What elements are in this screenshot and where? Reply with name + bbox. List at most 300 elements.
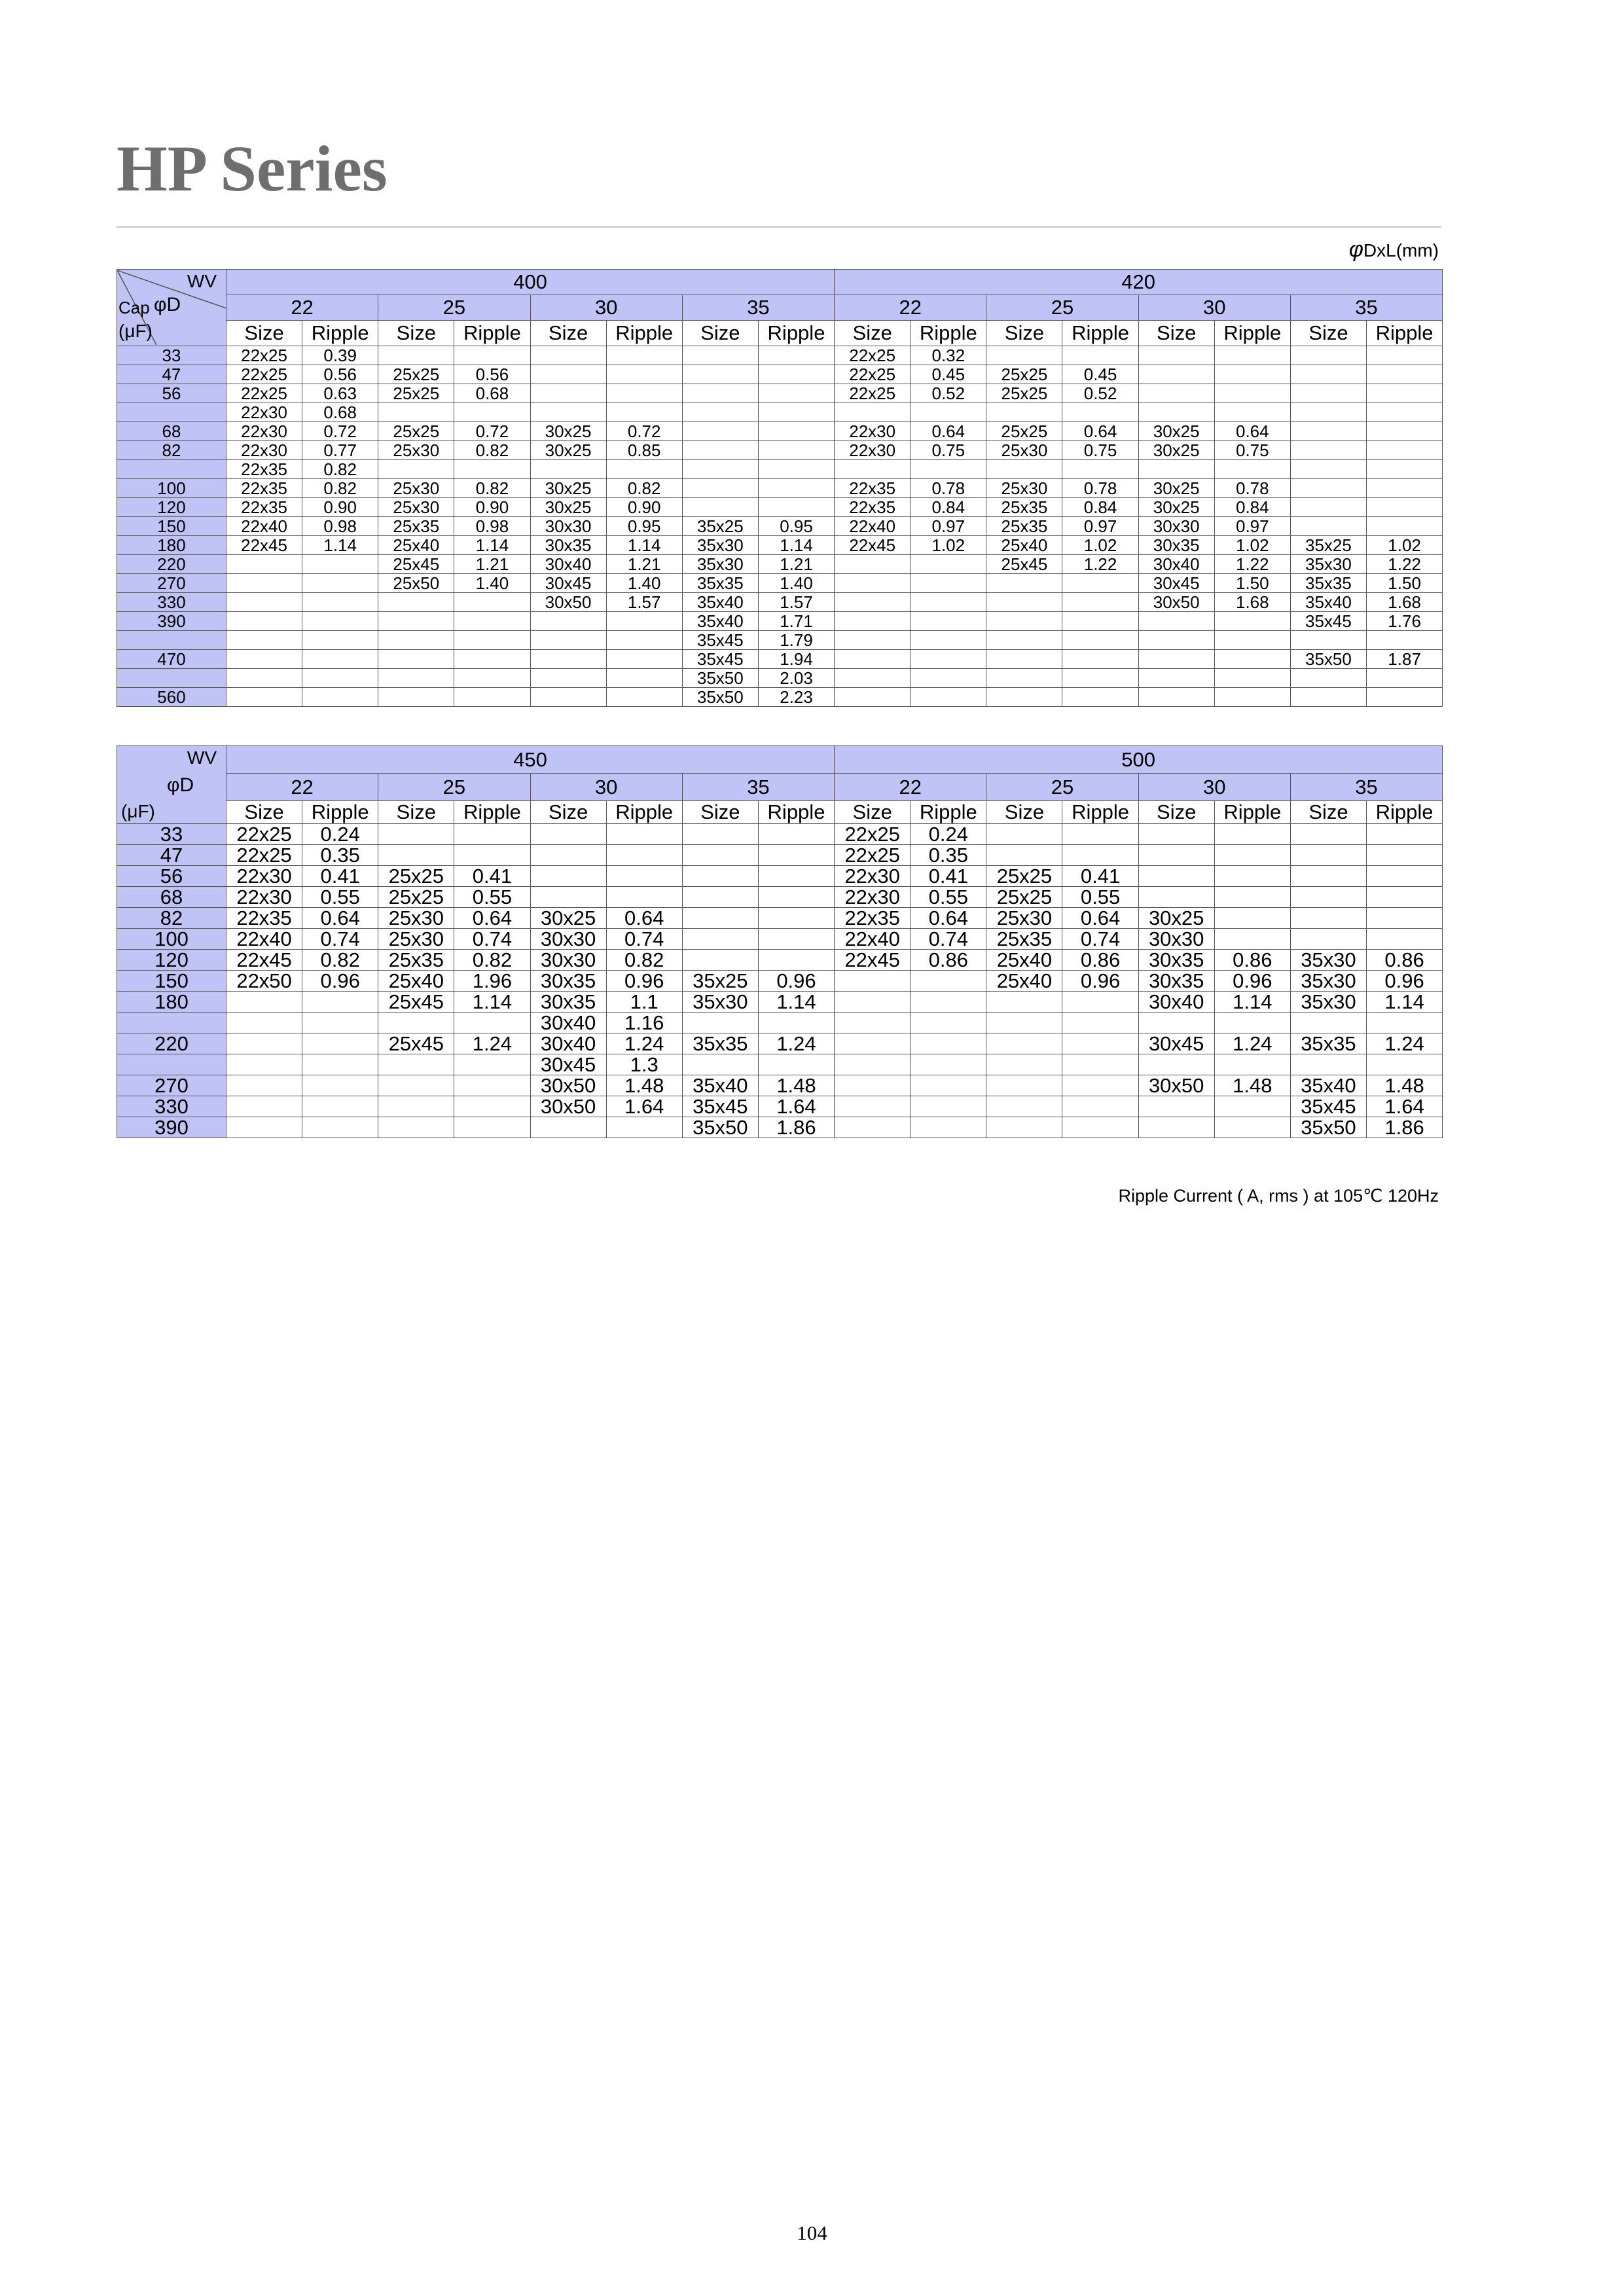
ripple-cell xyxy=(1214,929,1290,950)
table-row xyxy=(117,536,1443,555)
capacitance-cell: 100 xyxy=(117,479,226,498)
ripple-cell xyxy=(911,460,986,479)
ripple-cell: 1.94 xyxy=(758,650,834,669)
ripple-cell xyxy=(758,929,834,950)
ripple-cell: 0.55 xyxy=(911,887,986,908)
size-cell xyxy=(1290,517,1366,536)
size-cell xyxy=(530,403,606,422)
size-cell: 25x25 xyxy=(986,422,1062,441)
ripple-cell xyxy=(302,631,378,650)
table-row xyxy=(117,1117,1443,1138)
ripple-cell xyxy=(1062,1075,1138,1096)
ripple-cell: 1.64 xyxy=(606,1096,682,1117)
table-row xyxy=(117,593,1443,612)
ripple-cell: 0.72 xyxy=(606,422,682,441)
ripple-cell: 0.64 xyxy=(1062,908,1138,929)
voltage-header: 500 xyxy=(835,746,1443,774)
size-cell: 22x50 xyxy=(226,971,302,992)
ripple-cell: 0.72 xyxy=(454,422,530,441)
size-cell xyxy=(1290,498,1366,517)
capacitance-cell: 68 xyxy=(117,887,226,908)
size-cell xyxy=(682,460,758,479)
ripple-cell: 1.21 xyxy=(454,555,530,574)
ripple-cell: 2.23 xyxy=(758,688,834,707)
size-cell: 22x25 xyxy=(835,824,911,845)
capacitance-cell: 270 xyxy=(117,574,226,593)
size-cell: 25x45 xyxy=(378,992,454,1013)
ripple-cell xyxy=(1366,365,1442,384)
ripple-cell xyxy=(606,669,682,688)
size-cell: 35x30 xyxy=(682,992,758,1013)
size-cell xyxy=(835,1075,911,1096)
ripple-cell xyxy=(1062,688,1138,707)
size-header: Size xyxy=(226,321,302,346)
ripple-cell xyxy=(454,824,530,845)
capacitance-cell: 56 xyxy=(117,384,226,403)
size-cell: 30x50 xyxy=(1138,593,1214,612)
ripple-cell xyxy=(454,593,530,612)
size-cell: 30x35 xyxy=(530,971,606,992)
size-cell: 35x35 xyxy=(1290,1033,1366,1054)
size-cell xyxy=(530,612,606,631)
ripple-cell xyxy=(454,650,530,669)
size-cell: 30x25 xyxy=(1138,441,1214,460)
ripple-cell: 0.41 xyxy=(911,866,986,887)
ripple-cell: 1.50 xyxy=(1366,574,1442,593)
size-cell: 35x50 xyxy=(682,1117,758,1138)
ripple-cell: 1.86 xyxy=(758,1117,834,1138)
table-row xyxy=(117,517,1443,536)
ripple-cell: 0.41 xyxy=(1062,866,1138,887)
ripple-cell: 1.02 xyxy=(1062,536,1138,555)
page-title: HP Series xyxy=(117,132,388,205)
size-cell: 22x25 xyxy=(226,845,302,866)
size-cell xyxy=(835,688,911,707)
ripple-cell xyxy=(606,688,682,707)
size-cell xyxy=(226,1096,302,1117)
size-cell xyxy=(986,1054,1062,1075)
size-cell: 30x45 xyxy=(530,574,606,593)
size-cell xyxy=(378,1075,454,1096)
ripple-cell: 1.22 xyxy=(1214,555,1290,574)
size-cell: 25x30 xyxy=(378,479,454,498)
size-header: Size xyxy=(378,801,454,824)
size-cell xyxy=(1138,460,1214,479)
size-cell: 35x30 xyxy=(1290,950,1366,971)
wv-label: WV xyxy=(187,747,217,768)
size-cell: 30x50 xyxy=(530,1096,606,1117)
size-cell xyxy=(1138,365,1214,384)
size-cell xyxy=(986,1013,1062,1033)
ripple-cell: 0.68 xyxy=(302,403,378,422)
title-divider xyxy=(117,226,1441,228)
capacitance-cell: 270 xyxy=(117,1075,226,1096)
table-row xyxy=(117,555,1443,574)
size-cell xyxy=(1138,845,1214,866)
size-ripple-header-row xyxy=(117,321,1443,346)
diameter-header: 22 xyxy=(226,295,378,321)
ripple-cell: 0.86 xyxy=(1062,950,1138,971)
voltage-header: 450 xyxy=(226,746,835,774)
ripple-header: Ripple xyxy=(454,321,530,346)
size-cell xyxy=(1138,887,1214,908)
size-cell xyxy=(378,688,454,707)
table-row xyxy=(117,1075,1443,1096)
size-cell: 30x25 xyxy=(530,441,606,460)
size-cell: 22x35 xyxy=(835,498,911,517)
table-row xyxy=(117,403,1443,422)
ripple-cell xyxy=(1214,384,1290,403)
table-row xyxy=(117,346,1443,365)
ripple-cell xyxy=(758,1013,834,1033)
ripple-header: Ripple xyxy=(1366,801,1442,824)
ripple-cell: 1.22 xyxy=(1366,555,1442,574)
ripple-cell: 0.64 xyxy=(911,908,986,929)
ripple-cell: 0.52 xyxy=(1062,384,1138,403)
ripple-cell: 1.24 xyxy=(606,1033,682,1054)
size-cell xyxy=(530,460,606,479)
size-cell xyxy=(682,908,758,929)
diameter-header: 22 xyxy=(226,774,378,801)
size-cell: 30x40 xyxy=(1138,992,1214,1013)
size-cell: 35x25 xyxy=(1290,536,1366,555)
size-cell: 35x45 xyxy=(682,1096,758,1117)
ripple-cell xyxy=(302,1075,378,1096)
size-cell: 22x30 xyxy=(226,403,302,422)
table-row xyxy=(117,650,1443,669)
size-cell: 25x35 xyxy=(378,517,454,536)
wv-label: WV xyxy=(187,271,217,291)
size-cell: 22x25 xyxy=(226,346,302,365)
ripple-cell xyxy=(911,1117,986,1138)
ripple-cell xyxy=(758,498,834,517)
size-cell: 22x30 xyxy=(835,422,911,441)
ripple-cell: 0.74 xyxy=(606,929,682,950)
ripple-cell: 1.14 xyxy=(302,536,378,555)
capacitance-cell: 470 xyxy=(117,650,226,669)
ripple-cell: 1.76 xyxy=(1366,612,1442,631)
ripple-cell xyxy=(758,845,834,866)
size-cell xyxy=(226,593,302,612)
size-cell: 22x25 xyxy=(835,346,911,365)
ripple-cell xyxy=(1214,887,1290,908)
size-cell: 25x25 xyxy=(378,384,454,403)
ripple-cell xyxy=(1214,1117,1290,1138)
ripple-header: Ripple xyxy=(758,321,834,346)
ripple-cell: 0.82 xyxy=(302,479,378,498)
ripple-cell xyxy=(911,631,986,650)
size-cell: 30x40 xyxy=(530,1033,606,1054)
ripple-cell: 0.97 xyxy=(1214,517,1290,536)
size-cell xyxy=(378,403,454,422)
corner-cell xyxy=(117,270,226,346)
phi-d-label: φD xyxy=(167,774,194,796)
size-cell: 25x40 xyxy=(986,950,1062,971)
ripple-cell xyxy=(758,422,834,441)
size-ripple-header-row xyxy=(117,801,1443,824)
capacitance-cell: 220 xyxy=(117,1033,226,1054)
size-cell xyxy=(530,824,606,845)
capacitance-cell: 82 xyxy=(117,441,226,460)
diameter-header-row xyxy=(117,295,1443,321)
ripple-cell: 0.74 xyxy=(1062,929,1138,950)
ripple-cell: 0.32 xyxy=(911,346,986,365)
ripple-cell xyxy=(302,688,378,707)
ripple-cell xyxy=(758,887,834,908)
ripple-cell xyxy=(1366,1013,1442,1033)
size-cell xyxy=(226,555,302,574)
ripple-cell: 0.35 xyxy=(302,845,378,866)
ripple-cell xyxy=(1214,612,1290,631)
diameter-header: 35 xyxy=(682,295,834,321)
ripple-header: Ripple xyxy=(758,801,834,824)
size-cell: 35x25 xyxy=(682,971,758,992)
ripple-cell xyxy=(606,845,682,866)
ripple-cell: 0.98 xyxy=(302,517,378,536)
size-cell: 25x35 xyxy=(986,929,1062,950)
size-cell xyxy=(835,1033,911,1054)
ripple-cell xyxy=(454,403,530,422)
size-cell: 22x25 xyxy=(226,824,302,845)
ripple-cell: 1.24 xyxy=(758,1033,834,1054)
size-cell xyxy=(986,824,1062,845)
ripple-cell: 1.14 xyxy=(454,536,530,555)
size-cell: 35x45 xyxy=(682,631,758,650)
diameter-header: 35 xyxy=(1290,295,1442,321)
ripple-cell: 1.02 xyxy=(911,536,986,555)
size-cell xyxy=(226,1054,302,1075)
size-cell xyxy=(530,346,606,365)
size-cell xyxy=(682,422,758,441)
size-cell xyxy=(986,688,1062,707)
size-cell xyxy=(986,346,1062,365)
table-row xyxy=(117,479,1443,498)
capacitance-cell xyxy=(117,631,226,650)
table-row xyxy=(117,866,1443,887)
capacitance-cell xyxy=(117,1054,226,1075)
size-cell xyxy=(1290,384,1366,403)
size-cell: 30x40 xyxy=(530,1013,606,1033)
ripple-cell: 0.96 xyxy=(1214,971,1290,992)
ripple-cell: 0.96 xyxy=(302,971,378,992)
ripple-cell: 1.40 xyxy=(758,574,834,593)
size-cell xyxy=(986,460,1062,479)
ripple-cell xyxy=(302,669,378,688)
size-cell: 22x45 xyxy=(226,536,302,555)
table-row xyxy=(117,612,1443,631)
capacitance-cell: 330 xyxy=(117,593,226,612)
ripple-header: Ripple xyxy=(454,801,530,824)
ripple-cell: 1.96 xyxy=(454,971,530,992)
ripple-cell xyxy=(1214,403,1290,422)
size-cell: 22x30 xyxy=(226,422,302,441)
ripple-cell: 1.48 xyxy=(1366,1075,1442,1096)
size-cell xyxy=(1138,669,1214,688)
ripple-cell xyxy=(454,669,530,688)
ripple-cell xyxy=(454,1013,530,1033)
ripple-header: Ripple xyxy=(1214,321,1290,346)
size-cell xyxy=(986,1075,1062,1096)
ripple-cell: 0.52 xyxy=(911,384,986,403)
size-cell: 30x25 xyxy=(1138,479,1214,498)
ripple-cell: 1.21 xyxy=(606,555,682,574)
ripple-cell: 1.40 xyxy=(606,574,682,593)
size-cell xyxy=(835,555,911,574)
ripple-cell: 0.82 xyxy=(606,479,682,498)
ripple-cell xyxy=(911,593,986,612)
size-header: Size xyxy=(1290,801,1366,824)
capacitance-cell: 390 xyxy=(117,612,226,631)
size-cell: 30x25 xyxy=(1138,498,1214,517)
size-cell xyxy=(378,612,454,631)
size-cell: 30x30 xyxy=(1138,929,1214,950)
ripple-cell xyxy=(758,950,834,971)
size-cell: 22x25 xyxy=(226,365,302,384)
size-cell: 22x25 xyxy=(835,384,911,403)
table-row xyxy=(117,824,1443,845)
table-row xyxy=(117,631,1443,650)
size-cell xyxy=(682,384,758,403)
size-cell xyxy=(986,1033,1062,1054)
size-cell xyxy=(986,650,1062,669)
size-cell xyxy=(1138,631,1214,650)
capacitance-cell xyxy=(117,1013,226,1033)
ripple-cell xyxy=(606,612,682,631)
ripple-cell: 0.82 xyxy=(302,950,378,971)
ripple-cell xyxy=(454,460,530,479)
ripple-cell: 1.64 xyxy=(1366,1096,1442,1117)
size-cell xyxy=(530,631,606,650)
ripple-cell: 0.95 xyxy=(758,517,834,536)
capacitance-cell: 330 xyxy=(117,1096,226,1117)
size-cell xyxy=(530,384,606,403)
diameter-header: 35 xyxy=(682,774,834,801)
size-cell xyxy=(682,498,758,517)
ripple-cell xyxy=(911,1013,986,1033)
ripple-cell: 0.97 xyxy=(911,517,986,536)
size-cell xyxy=(1290,1054,1366,1075)
ripple-cell xyxy=(911,574,986,593)
ripple-cell xyxy=(606,460,682,479)
size-cell xyxy=(986,1096,1062,1117)
ripple-cell xyxy=(1062,992,1138,1013)
capacitance-cell: 82 xyxy=(117,908,226,929)
size-cell xyxy=(530,845,606,866)
table-row xyxy=(117,950,1443,971)
voltage-header: 400 xyxy=(226,270,835,295)
size-cell xyxy=(682,866,758,887)
ripple-cell: 0.90 xyxy=(302,498,378,517)
ripple-cell: 0.85 xyxy=(606,441,682,460)
size-cell: 35x25 xyxy=(682,517,758,536)
size-cell xyxy=(682,479,758,498)
ripple-cell xyxy=(1214,631,1290,650)
ripple-cell xyxy=(758,365,834,384)
ripple-cell xyxy=(302,1096,378,1117)
size-cell: 30x30 xyxy=(1138,517,1214,536)
size-header: Size xyxy=(1138,801,1214,824)
capacitance-cell: 56 xyxy=(117,866,226,887)
ripple-cell xyxy=(302,1117,378,1138)
capacitance-cell: 220 xyxy=(117,555,226,574)
ripple-cell: 0.77 xyxy=(302,441,378,460)
ripple-cell: 0.64 xyxy=(606,908,682,929)
ripple-cell xyxy=(1062,824,1138,845)
ripple-cell: 1.86 xyxy=(1366,1117,1442,1138)
size-cell xyxy=(986,403,1062,422)
ripple-cell xyxy=(1366,845,1442,866)
ripple-cell: 0.56 xyxy=(302,365,378,384)
capacitance-cell: 560 xyxy=(117,688,226,707)
size-header: Size xyxy=(530,321,606,346)
size-cell: 25x40 xyxy=(986,971,1062,992)
ripple-header: Ripple xyxy=(302,321,378,346)
ripple-cell: 0.82 xyxy=(454,441,530,460)
voltage-header-row xyxy=(117,746,1443,774)
size-cell xyxy=(378,824,454,845)
size-cell xyxy=(226,1033,302,1054)
ripple-cell xyxy=(911,992,986,1013)
capacitance-cell: 180 xyxy=(117,536,226,555)
ripple-cell xyxy=(911,688,986,707)
size-cell: 30x30 xyxy=(530,950,606,971)
ripple-cell: 1.40 xyxy=(454,574,530,593)
size-cell xyxy=(1138,1013,1214,1033)
ripple-cell: 0.55 xyxy=(302,887,378,908)
size-cell xyxy=(1290,422,1366,441)
ripple-cell xyxy=(1366,824,1442,845)
size-cell xyxy=(986,1117,1062,1138)
size-cell: 25x30 xyxy=(986,441,1062,460)
size-cell xyxy=(226,631,302,650)
size-cell: 22x35 xyxy=(226,908,302,929)
size-cell xyxy=(1290,631,1366,650)
ripple-cell xyxy=(758,441,834,460)
ripple-cell xyxy=(1214,1054,1290,1075)
ripple-cell xyxy=(1366,669,1442,688)
ripple-header: Ripple xyxy=(606,321,682,346)
table-row xyxy=(117,384,1443,403)
size-cell xyxy=(378,460,454,479)
size-cell: 25x25 xyxy=(986,866,1062,887)
ripple-cell: 1.24 xyxy=(454,1033,530,1054)
ripple-cell xyxy=(1062,669,1138,688)
size-cell xyxy=(226,669,302,688)
size-cell: 30x30 xyxy=(530,929,606,950)
ripple-cell: 0.64 xyxy=(1062,422,1138,441)
size-header: Size xyxy=(986,321,1062,346)
ripple-cell xyxy=(1062,1096,1138,1117)
ripple-cell xyxy=(1214,688,1290,707)
size-cell xyxy=(1138,384,1214,403)
size-cell xyxy=(226,574,302,593)
size-cell xyxy=(682,824,758,845)
ripple-cell xyxy=(302,1033,378,1054)
size-cell xyxy=(1138,612,1214,631)
ripple-header: Ripple xyxy=(1062,801,1138,824)
ripple-cell: 0.45 xyxy=(911,365,986,384)
table-row xyxy=(117,1096,1443,1117)
capacitance-cell: 120 xyxy=(117,498,226,517)
size-cell: 35x35 xyxy=(682,574,758,593)
size-header: Size xyxy=(226,801,302,824)
table-row xyxy=(117,1054,1443,1075)
ripple-cell: 1.68 xyxy=(1214,593,1290,612)
ripple-cell xyxy=(911,971,986,992)
uf-label: (μF) xyxy=(118,321,153,341)
ripple-cell: 0.82 xyxy=(606,950,682,971)
table-row xyxy=(117,441,1443,460)
